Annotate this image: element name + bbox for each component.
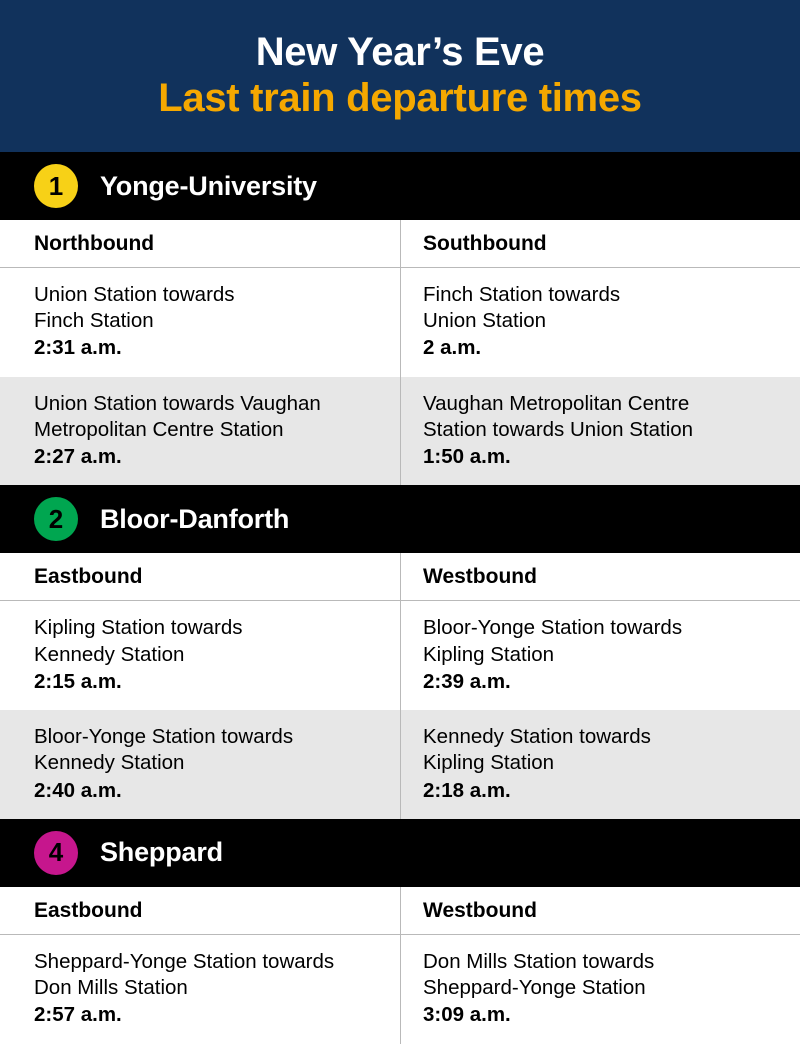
route-description: Bloor-Yonge Station towards Kennedy Station xyxy=(34,725,294,775)
departure-time: 1:50 a.m. xyxy=(423,445,511,469)
departure-time: 2:57 a.m. xyxy=(34,1003,122,1027)
route-description: Bloor-Yonge Station towards Kipling Station xyxy=(423,616,683,666)
subway-line-section xyxy=(0,152,800,485)
departure-time: 2:40 a.m. xyxy=(34,778,122,802)
departure-cell xyxy=(0,601,400,710)
direction-header-cell: Westbound xyxy=(400,887,800,934)
table-row xyxy=(0,268,800,377)
header-title-line-1: New Year’s Eve xyxy=(255,30,545,74)
departure-cell xyxy=(0,710,400,819)
subway-line-section xyxy=(0,485,800,818)
direction-header-row xyxy=(0,887,800,935)
departure-cell xyxy=(0,377,400,486)
route-description: Union Station towards Finch Station xyxy=(34,283,235,333)
route-description: Vaughan Metropolitan Centre Station towards Union Station xyxy=(423,391,694,441)
header-title-line-2: Last train departure times xyxy=(158,76,642,120)
departure-cell xyxy=(0,268,400,377)
departure-time: 2:18 a.m. xyxy=(423,778,511,802)
departure-cell xyxy=(400,935,800,1044)
direction-header-cell: Southbound xyxy=(400,220,800,267)
departure-time: 2:31 a.m. xyxy=(34,336,122,360)
departure-time: 2 a.m. xyxy=(423,336,482,360)
line-header xyxy=(0,485,800,553)
direction-header-cell: Eastbound xyxy=(34,898,143,922)
route-description: Sheppard-Yonge Station towards Don Mills Station xyxy=(34,949,335,1000)
departure-cell xyxy=(400,268,800,377)
line-sections xyxy=(0,152,800,1044)
line-name-label: Yonge-University xyxy=(100,170,317,201)
departure-time: 2:15 a.m. xyxy=(34,669,122,693)
departure-cell xyxy=(0,935,400,1044)
departure-cell xyxy=(400,377,800,486)
direction-header-cell: Westbound xyxy=(400,553,800,600)
line-number-badge: 1 xyxy=(34,164,78,208)
departure-time: 2:39 a.m. xyxy=(423,669,511,693)
route-description: Kipling Station towards Kennedy Station xyxy=(34,616,243,666)
route-description: Union Station towards Vaughan Metropolitan Centre Station xyxy=(34,391,321,441)
departure-cell xyxy=(400,710,800,819)
line-number-badge: 2 xyxy=(34,497,78,541)
line-name-label: Sheppard xyxy=(100,837,223,868)
line-number-badge: 4 xyxy=(34,831,78,875)
table-row xyxy=(0,601,800,710)
route-description: Don Mills Station towards Sheppard-Yonge Station xyxy=(423,949,655,1000)
route-description: Kennedy Station towards Kipling Station xyxy=(423,725,651,775)
direction-header-cell: Northbound xyxy=(34,232,155,255)
route-description: Finch Station towards Union Station xyxy=(423,283,621,333)
direction-header-row xyxy=(0,553,800,601)
departure-time: 3:09 a.m. xyxy=(423,1003,511,1027)
line-header xyxy=(0,819,800,887)
line-header xyxy=(0,152,800,220)
subway-line-section xyxy=(0,819,800,1044)
page-header xyxy=(0,0,800,152)
table-row xyxy=(0,935,800,1044)
direction-header-cell: Eastbound xyxy=(34,565,143,589)
line-name-label: Bloor-Danforth xyxy=(100,503,290,534)
departure-cell xyxy=(400,601,800,710)
table-row xyxy=(0,710,800,819)
direction-header-row xyxy=(0,220,800,268)
departure-time: 2:27 a.m. xyxy=(34,445,122,469)
table-row xyxy=(0,377,800,486)
